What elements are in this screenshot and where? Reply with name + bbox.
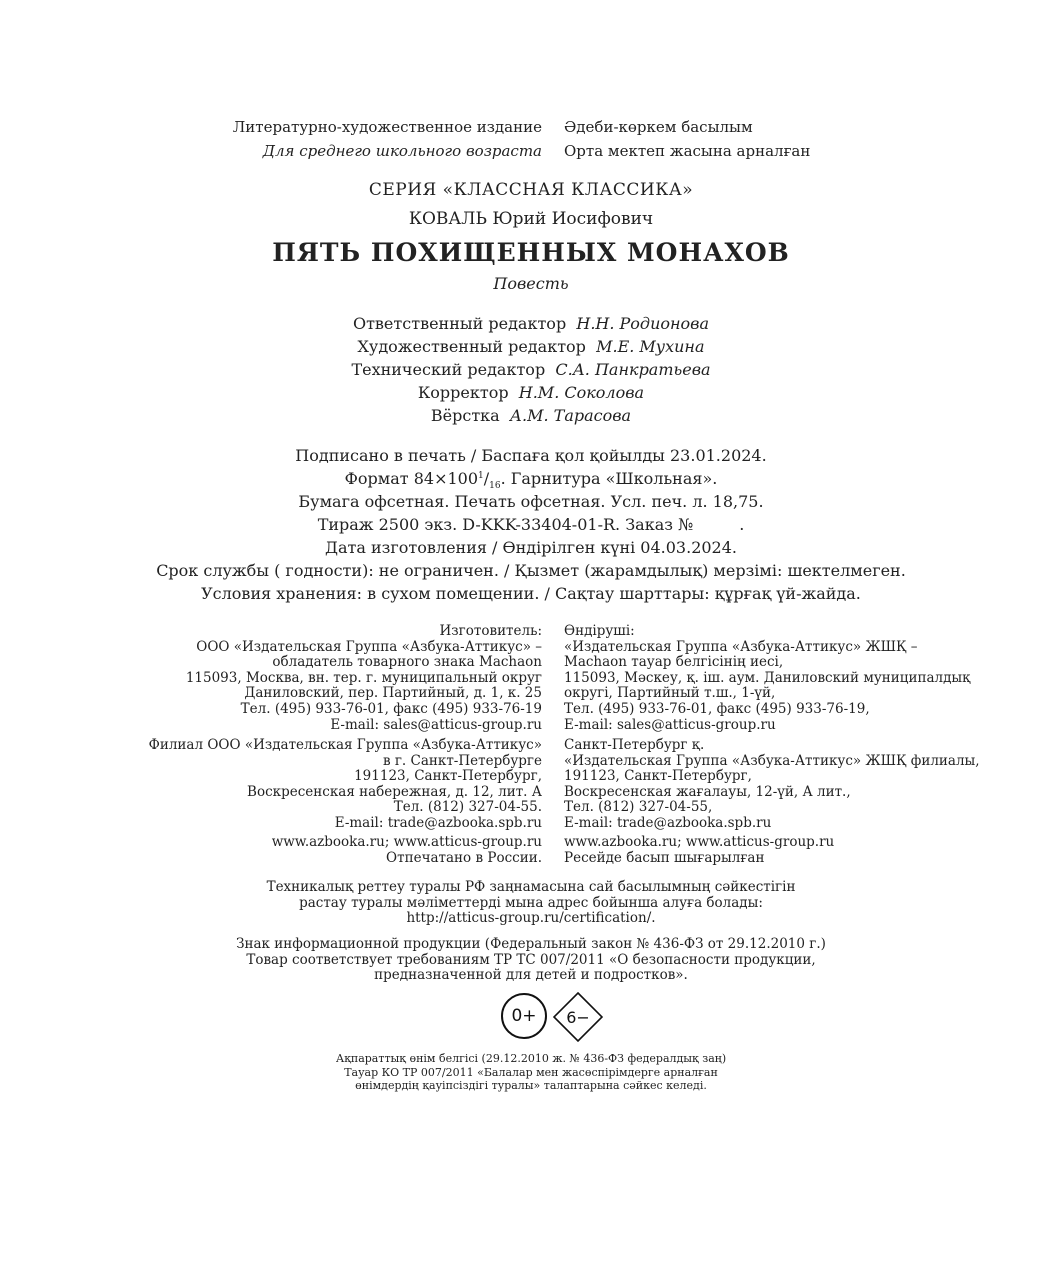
branch-kz: Санкт-Петербург қ. «Издательская Группа «Азбука-Аттикус» ЖШҚ филиалы, 191123, Санкт-Петербург, Воскресенская жағалауы, 12-үй, А лит., Тел. (812) 327-04-55, E-mail: trade@azbooka.spb.ru: [564, 737, 980, 831]
credit-role: Корректор: [417, 383, 509, 402]
credit-name: С.А. Панкратьева: [555, 360, 711, 379]
age-rating-diamond-icon: [553, 992, 603, 1042]
publisher-ru: Изготовитель: ООО «Издательская Группа «Азбука-Аттикус» – обладатель товарного знака Machaon 115093, Москва, вн. тер. г. муниципальный округ Даниловский, пер. Партийный, д. 1, к. 25 Тел. (495) 933-76-01, факс (495) 933-76-19 E-mail: sales@atticus-group.ru: [185, 623, 542, 733]
signed-to-print: Подписано в печать / Баспаға қол қойылды 23.01.2024.: [295, 446, 767, 465]
book-genre: Повесть: [493, 274, 569, 293]
websites-ru: www.azbooka.ru; www.atticus-group.ru Отпечатано в России.: [271, 834, 542, 866]
series-title: СЕРИЯ «КЛАССНАЯ КЛАССИКА»: [368, 180, 694, 200]
branch-ru: Филиал ООО «Издательская Группа «Азбука-Аттикус» в г. Санкт-Петербурге 191123, Санкт-Петербург, Воскресенская набережная, д. 12, лит. А Тел. (812) 327-04-55. E-mail: trade@azbooka.spb.ru: [148, 737, 542, 831]
service-life: Срок службы ( годности): не ограничен. / Қызмет (жарамдылық) мерзімі: шектелмеген.: [156, 561, 906, 580]
credit-role: Ответственный редактор: [352, 314, 567, 333]
credit-name: Н.М. Соколова: [518, 383, 645, 402]
credit-name: Н.Н. Родионова: [576, 314, 710, 333]
certification-note: Техникалық реттеу туралы РФ заңнамасына сай басылымның сәйкестігін растау туралы мәліметтерді мына адрес бойынша алуға болады: http://atticus-group.ru/certification/.: [266, 879, 796, 927]
manufacture-date: Дата изготовления / Өндірілген күні 04.03.2024.: [324, 538, 737, 557]
run-line: Тираж 2500 экз. D-KKK-33404-01-R. Заказ № .: [317, 515, 745, 534]
credit-line: [0, 360, 1062, 379]
credit-line: [0, 337, 1062, 356]
edition-type-ru: Литературно-художественное издание: [232, 118, 542, 136]
edition-type-kz: Әдеби-көркем басылым: [564, 118, 753, 136]
credit-role: Технический редактор: [351, 360, 546, 379]
websites-kz: www.azbooka.ru; www.atticus-group.ru Ресейде басып шығарылған: [564, 834, 835, 866]
age-rating-diamond-label: 6−: [566, 1007, 590, 1027]
storage-conditions: Условия хранения: в сухом помещении. / Сақтау шарттары: құрғақ үй-жайда.: [201, 584, 861, 603]
credit-role: Художественный редактор: [357, 337, 586, 356]
age-group-kz: Орта мектеп жасына арналған: [564, 142, 811, 160]
author-name: КОВАЛЬ Юрий Иосифович: [408, 209, 654, 229]
book-title: ПЯТЬ ПОХИЩЕННЫХ МОНАХОВ: [272, 238, 790, 267]
age-rating-circle-icon: 0+: [501, 993, 547, 1039]
credit-line: [0, 314, 1062, 333]
kz-info-note: Ақпараттық өнім белгісі (29.12.2010 ж. № 436-ФЗ федералдық заң) Тауар КО ТР 007/2011 «Балалар мен жасөспірімдерге арналған өнімдердің қауіпсіздігі туралы» талаптарына сәйкес келеді.: [335, 1052, 727, 1092]
credit-name: А.М. Тарасова: [509, 406, 632, 425]
format-line: Формат $84\times 100^1/_{16}$. Гарнитура «Школьная».: [344, 469, 718, 491]
credit-line: [0, 406, 1062, 425]
publisher-kz: Өндіруші: «Издательская Группа «Азбука-Аттикус» ЖШҚ – Machaon тауар белгісінің иесі, 115093, Мәскеу, қ. іш. аум. Даниловский муниципалдық округі, Партийный т.ш., 1-үй, Тел. (495) 933-76-01, факс (495) 933-76-19, E-mail: sales@atticus-group.ru: [564, 623, 971, 733]
paper-line: Бумага офсетная. Печать офсетная. Усл. печ. л. 18,75.: [298, 492, 764, 511]
credit-role: Вёрстка: [430, 406, 500, 425]
credit-name: М.Е. Мухина: [596, 337, 705, 356]
age-group-ru: Для среднего школьного возраста: [262, 142, 542, 160]
info-product-note: Знак информационной продукции (Федеральный закон № 436-ФЗ от 29.12.2010 г.) Товар соответствует требованиям ТР ТС 007/2011 «О безопасности продукции, предназначенной для детей и подростков».: [236, 936, 826, 984]
credit-line: [0, 383, 1062, 402]
